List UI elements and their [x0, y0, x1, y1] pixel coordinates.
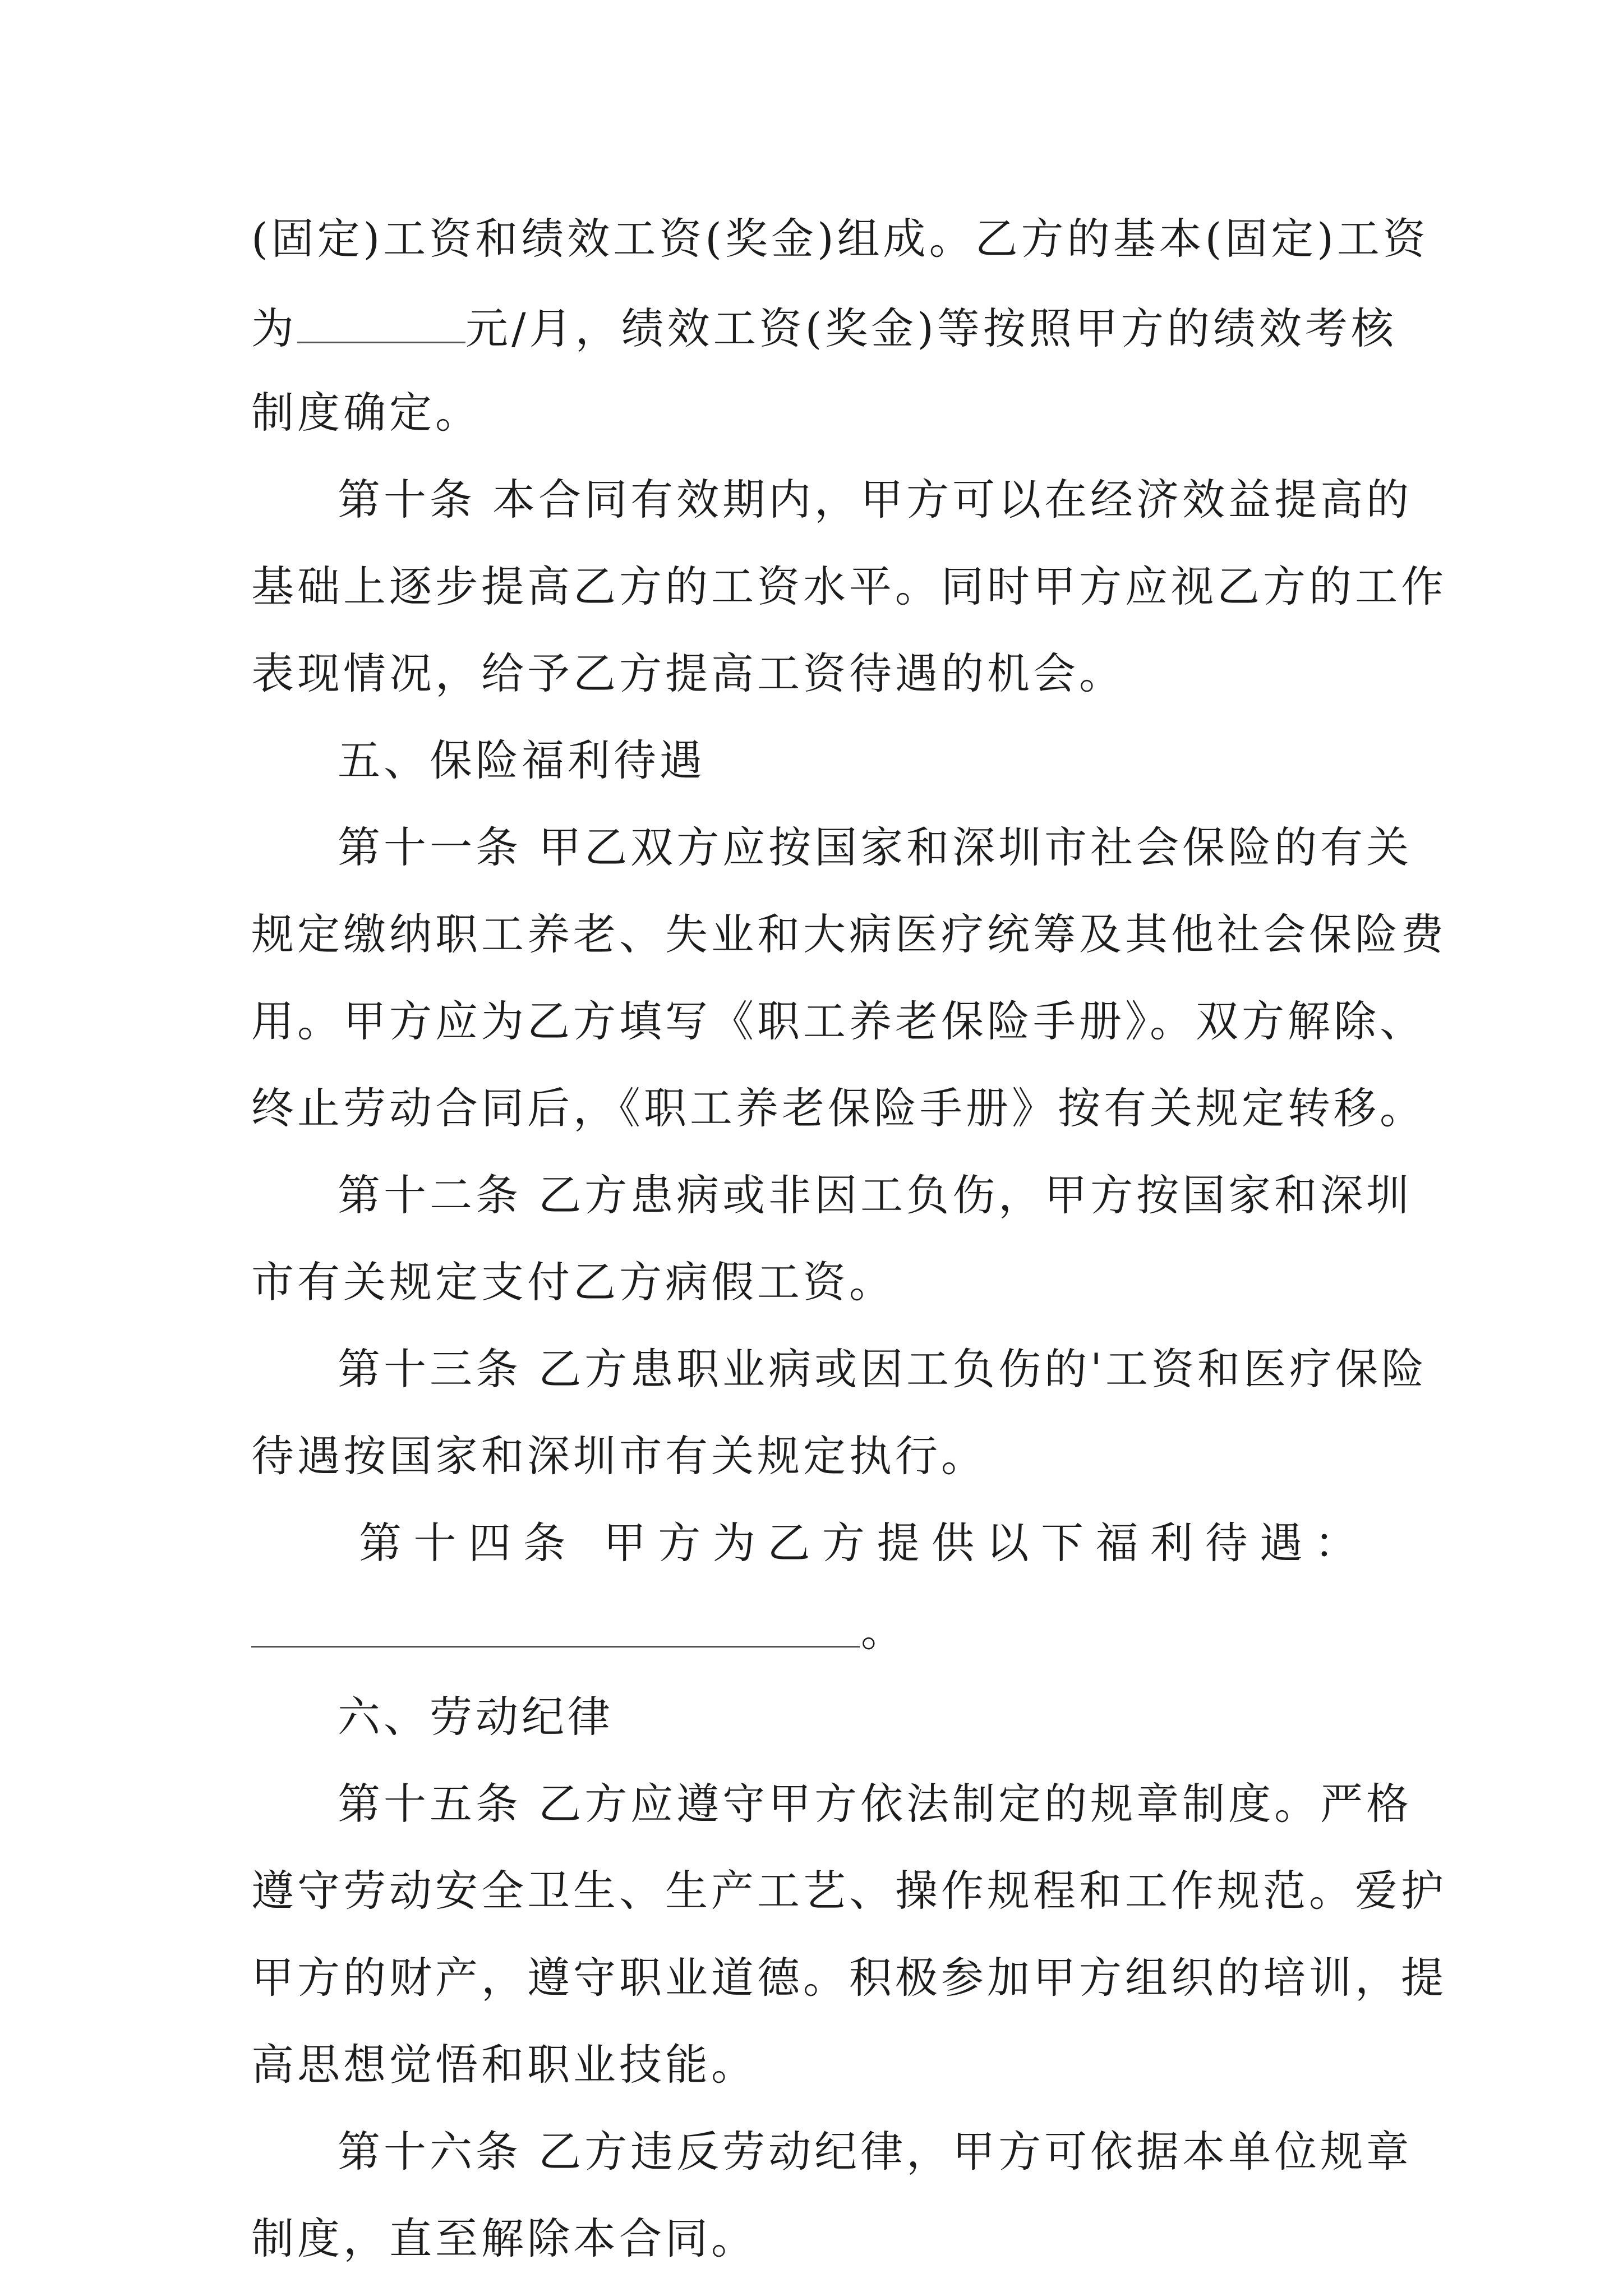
text-line: 基础上逐步提高乙方的工资水平。同时甲方应视乙方的工作 — [251, 562, 1447, 611]
section-heading: 六、劳动纪律 — [338, 1692, 614, 1742]
text-char: 十 — [413, 1518, 457, 1568]
text-char: ： — [1314, 1518, 1357, 1568]
text-char: 待 — [1205, 1518, 1248, 1568]
text-char: 下 — [1041, 1518, 1084, 1568]
text-char: 以 — [986, 1518, 1029, 1568]
article-13-heading: 第十三条 乙方患职业病或因工负伤的'工资和医疗保险 — [338, 1344, 1428, 1394]
text-char: 甲 — [603, 1518, 646, 1568]
salary-blank-field[interactable] — [297, 305, 465, 343]
text-line — [251, 303, 1397, 353]
text-line: 制度确定。 — [251, 388, 481, 438]
text-fragment: 元/月，绩效工资(奖金)等按照甲方的绩效考核 — [465, 303, 1397, 353]
text-char: 方 — [658, 1518, 701, 1568]
text-fragment: 。 — [861, 1606, 903, 1656]
text-char — [578, 1522, 591, 1565]
text-char: 遇 — [1260, 1518, 1303, 1568]
article-14-heading — [359, 1518, 1357, 1568]
article-15-heading: 第十五条 乙方应遵守甲方依法制定的规章制度。严格 — [338, 1779, 1413, 1829]
text-line: (固定)工资和绩效工资(奖金)组成。乙方的基本(固定)工资 — [251, 214, 1429, 264]
article-11-heading: 第十一条 甲乙双方应按国家和深圳市社会保险的有关 — [338, 822, 1413, 872]
text-line: 制度，直至解除本合同。 — [251, 2214, 757, 2263]
text-line: 高思想觉悟和职业技能。 — [251, 2040, 757, 2090]
article-12-heading: 第十二条 乙方患病或非因工负伤，甲方按国家和深圳 — [338, 1170, 1413, 1220]
text-char: 为 — [712, 1518, 755, 1568]
text-char: 方 — [822, 1518, 865, 1568]
text-line: 终止劳动合同后，《职工养老保险手册》按有关规定转移。 — [251, 1083, 1426, 1133]
text-line: 市有关规定支付乙方病假工资。 — [251, 1257, 895, 1307]
article-10-heading: 第十条 本合同有效期内，甲方可以在经济效益提高的 — [338, 475, 1413, 524]
text-char: 第 — [359, 1518, 402, 1568]
section-heading: 五、保险福利待遇 — [338, 735, 706, 785]
welfare-blank-field[interactable] — [251, 1646, 860, 1648]
text-char: 利 — [1150, 1518, 1193, 1568]
text-char: 乙 — [767, 1518, 810, 1568]
text-line: 规定缴纳职工养老、失业和大病医疗统筹及其他社会保险费 — [251, 909, 1447, 959]
text-char: 福 — [1095, 1518, 1138, 1568]
text-line: 用。甲方应为乙方填写《职工养老保险手册》。双方解除、 — [251, 996, 1426, 1046]
article-16-heading: 第十六条 乙方违反劳动纪律，甲方可依据本单位规章 — [338, 2127, 1413, 2177]
text-char: 提 — [877, 1518, 920, 1568]
text-line: 甲方的财产，遵守职业道德。积极参加甲方组织的培训，提 — [251, 1953, 1447, 2003]
text-line: 表现情况，给予乙方提高工资待遇的机会。 — [251, 648, 1125, 698]
text-char: 供 — [932, 1518, 975, 1568]
text-line: 待遇按国家和深圳市有关规定执行。 — [251, 1431, 987, 1481]
text-char: 条 — [523, 1518, 566, 1568]
text-char: 四 — [468, 1518, 511, 1568]
text-line: 遵守劳动安全卫生、生产工艺、操作规程和工作规范。爱护 — [251, 1866, 1447, 1916]
text-fragment: 为 — [251, 303, 297, 353]
